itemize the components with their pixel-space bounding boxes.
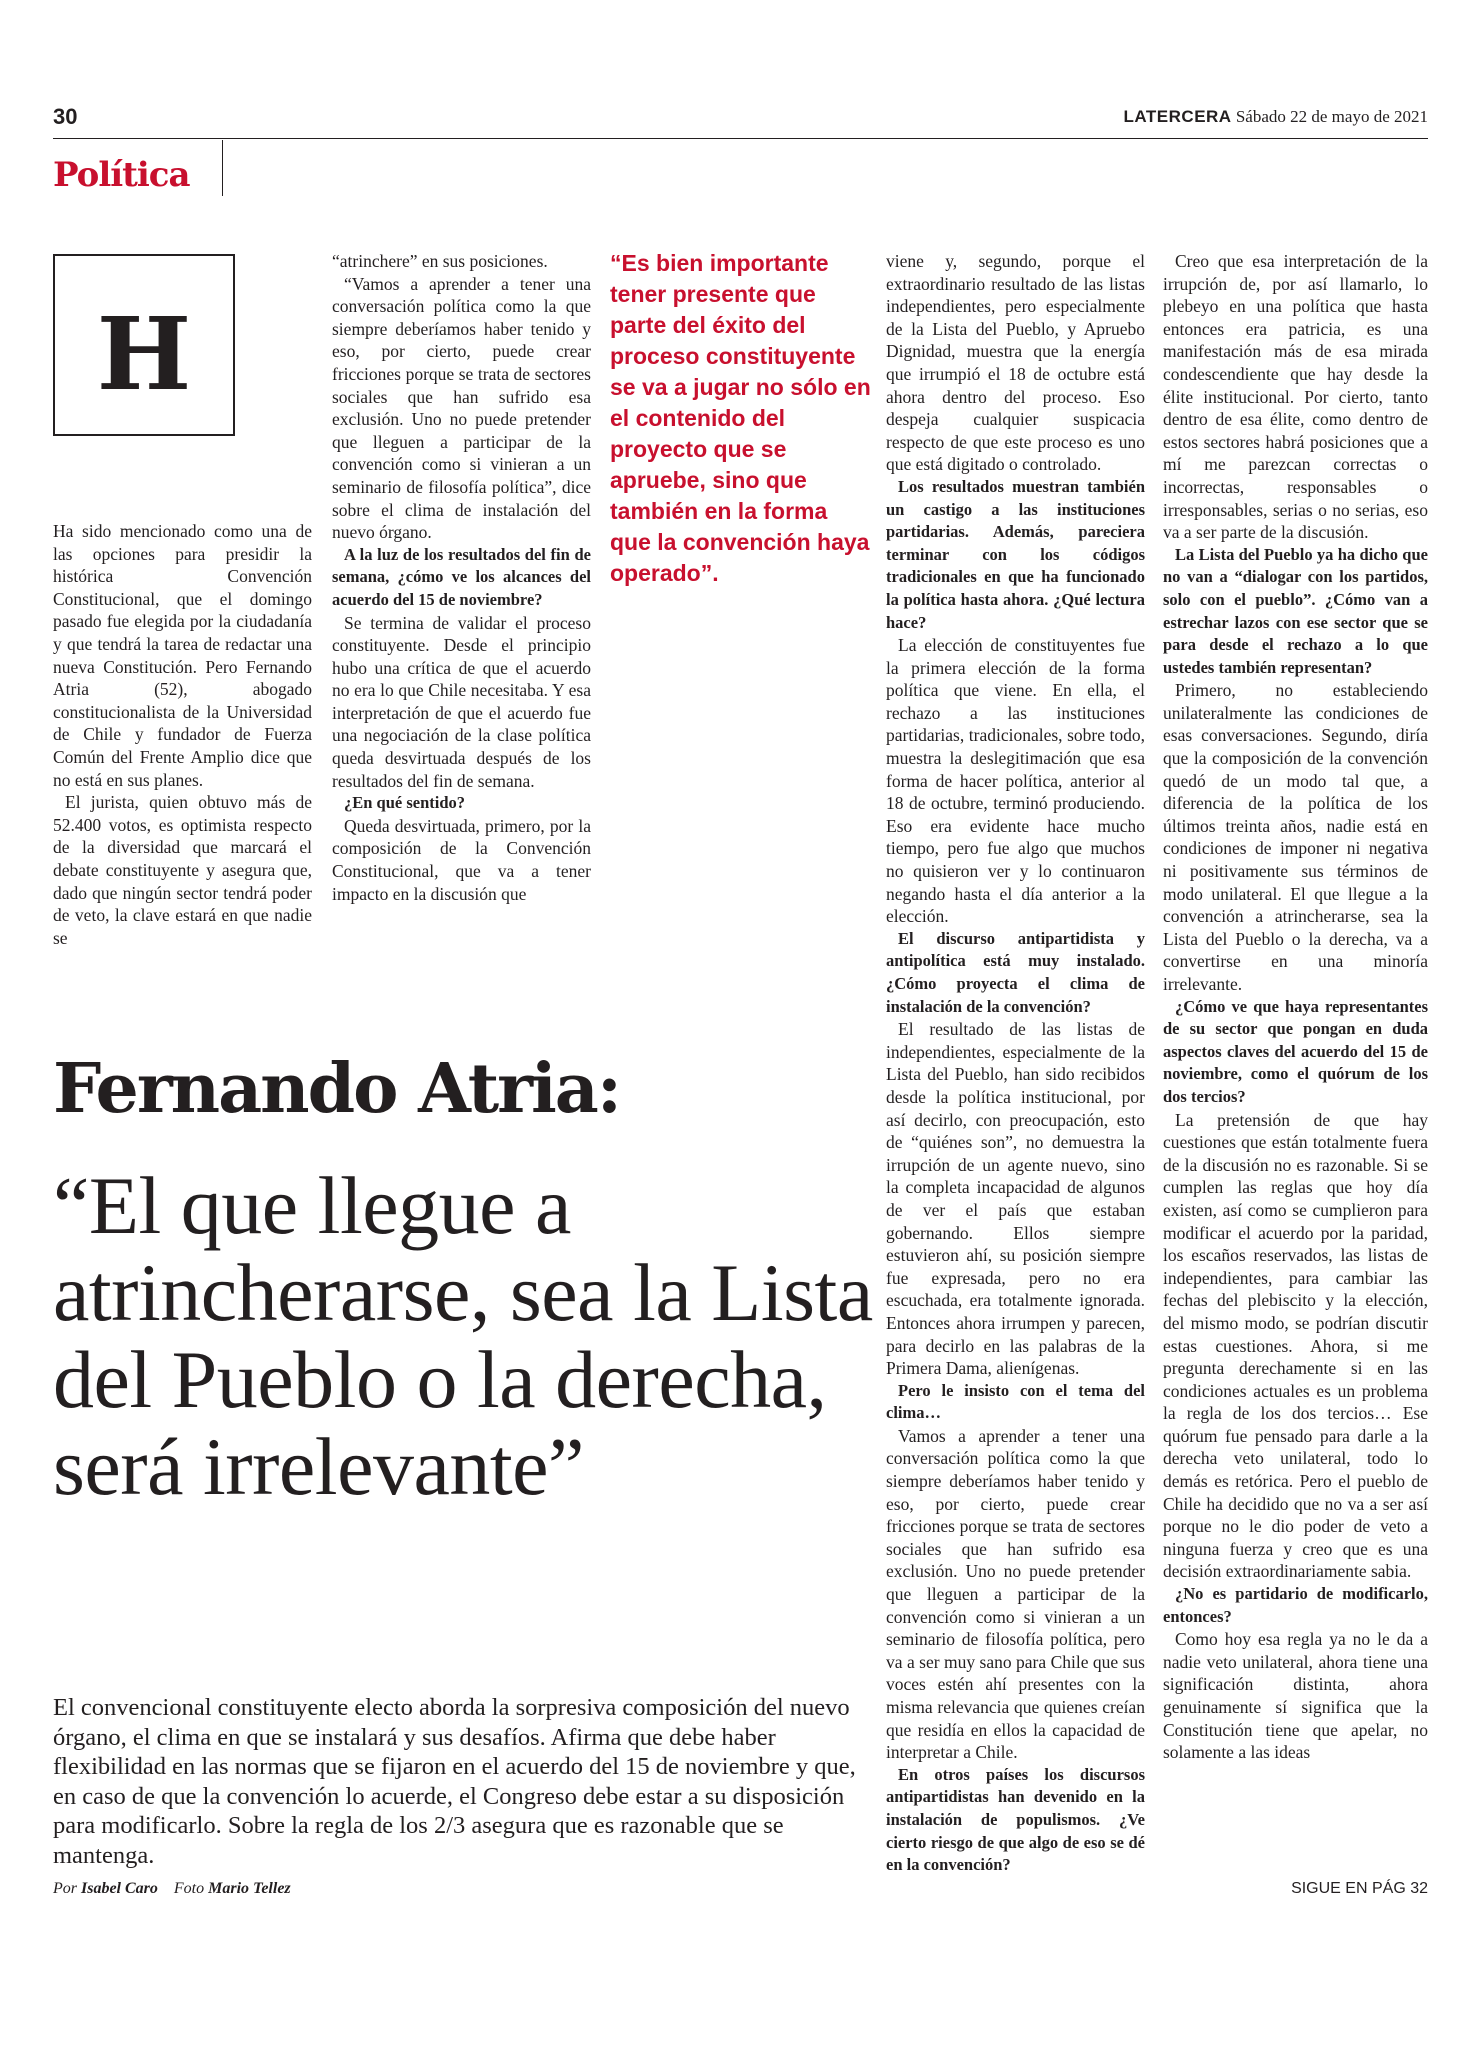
article-column-4 xyxy=(1163,250,1428,1764)
interview-question: En otros países los discursos antipartidistas han devenido en la instalación de populismos. ¿Ve cierto riesgo de que algo de eso se dé en la convención? xyxy=(886,1764,1145,1875)
article-paragraph: La pretensión de que hay cuestiones que están totalmente fuera de la discusión no es razonable. Si se cumplen las reglas que hoy día existen, así como se cumplieron para modificar el acuerdo por la paridad, los escaños reservados, las listas de independientes, para cambiar las fechas del plebiscito y la elección, del mismo modo, se podrían discutir estas cuestiones. Ahora, si me pregunta derechamente si en las condiciones actuales es un problema la regla de los dos tercios… Ese quórum fue pensado para darle a la derecha veto unilateral, todo lo demás es retórica. Pero el pueblo de Chile ha decidido que no va a ser así porque no le dio poder de veto a ninguna fuerza y creo que es una decisión extraordinariamente sabia. xyxy=(1163,1109,1428,1582)
interview-question: El discurso antipartidista y antipolítica está muy instalado. ¿Cómo proyecta el clima de instalación de la convención? xyxy=(886,928,1145,1016)
byline-photographer: Mario Tellez xyxy=(208,1880,291,1897)
article-paragraph: Creo que esa interpretación de la irrupción de, por así llamarlo, lo plebeyo en una política que hasta entonces era patricia, es una manifestación más de esa mirada condescendiente que hay desde la élite institucional. Por cierto, tanto dentro de esa élite, como dentro de estos sectores habrá posiciones que a mí me parezcan correctas o incorrectas, responsables o irresponsables, serias o no serias, eso va a ser parte de la discusión. xyxy=(1163,251,1428,543)
interview-question: ¿En qué sentido? xyxy=(344,793,466,813)
interview-question: La Lista del Pueblo ya ha dicho que no van a “dialogar con los partidos, solo con el pueblo”. ¿Cómo van a estrechar lazos con ese sector que se para desde el rechazo a lo que ustedes también representan? xyxy=(1163,544,1428,677)
byline-por-label: Por xyxy=(53,1880,77,1897)
article-column-2 xyxy=(332,250,591,905)
dropcap-letter: H xyxy=(96,295,192,413)
headline-quote: “El que llegue a atrincherarse, sea la Lista del Pueblo o la derecha, será irrelevante” xyxy=(53,1160,873,1512)
headline-name: Fernando Atria: xyxy=(53,1049,620,1129)
article-paragraph: El resultado de las listas de independientes, especialmente de la Lista del Pueblo, han sido recibidos desde la política institucional, por así decirlo, con preocupación, esto de “quiénes son”, no demuestra la irrupción de un agente nuevo, sino la completa incapacidad de algunos de ver el país que estaban gobernando. Ellos siempre estuvieron ahí, su posición siempre fue expresada, pero no era escuchada, era totalmente ignorada. Entonces ahora irrumpen y parecen, para decirlo en las palabras de la Primera Dama, alienígenas. xyxy=(886,1019,1145,1379)
article-paragraph: Ha sido mencionado como una de las opciones para presidir la histórica Convención Constitucional, que el domingo pasado fue elegida por la ciudadanía y que tendrá la tarea de redactar una nueva Constitución. Pero Fernando Atria (52), abogado constitucionalista de la Universidad de Chile y fundador de Fuerza Común del Frente Amplio dice que no está en sus planes. xyxy=(53,521,312,790)
article-paragraph: viene y, segundo, porque el extraordinario resultado de las listas independientes, pero especialmente de la Lista del Pueblo, y Apruebo Dignidad, muestra que la energía que irrumpió el 18 de octubre está ahora dentro del proceso. Eso despeja cualquier suspicacia respecto de que este proceso es uno que está digitado o controlado. xyxy=(886,251,1145,475)
interview-question: Pero le insisto con el tema del clima… xyxy=(886,1380,1145,1423)
pull-quote: “Es bien importante tener presente que parte del éxito del proceso constituyente se va a jugar no sólo en el contenido del proyecto que se apruebe, sino que también en la forma que la convención haya operado”. xyxy=(610,250,871,586)
byline-foto-label: Foto xyxy=(173,1880,205,1897)
section-divider xyxy=(222,140,223,196)
issue-date: Sábado 22 de mayo de 2021 xyxy=(1235,107,1428,126)
article-paragraph: “Vamos a aprender a tener una conversación política como la que siempre deberíamos haber tenido y eso, por cierto, puede crear fricciones porque se trata de sectores sociales que han sufrido esa exclusión. Uno no puede pretender que lleguen a participar de la convención como si vinieran a un seminario de filosofía política”, dice sobre el clima de instalación del nuevo órgano. xyxy=(332,273,591,543)
article-column-3 xyxy=(886,250,1145,1877)
interview-question: A la luz de los resultados del fin de semana, ¿cómo ve los alcances del acuerdo del 15 de noviembre? xyxy=(332,544,591,609)
article-paragraph: Se termina de validar el proceso constituyente. Desde el principio hubo una crítica de que el acuerdo no era lo que Chile necesitaba. Y esa interpretación de que el acuerdo fue una negociación de la clase política queda desvirtuada después de los resultados del fin de semana. xyxy=(332,612,591,791)
header-rule xyxy=(53,138,1428,139)
byline xyxy=(53,1880,291,1898)
article-paragraph: Como hoy esa regla ya no le da a nadie veto unilateral, ahora tiene una significación distinta, ahora genuinamente sí significa que la Constitución tiene que apelar, no solamente a las ideas xyxy=(1163,1629,1428,1763)
article-paragraph: Queda desvirtuada, primero, por la composición de la Convención Constitucional, que va a tener impacto en la discusión que xyxy=(332,815,591,904)
interview-question: ¿Cómo ve que haya representantes de su sector que pongan en duda aspectos claves del acuerdo del 15 de noviembre, como el quórum de los dos tercios? xyxy=(1163,996,1428,1106)
article-paragraph: La elección de constituyentes fue la primera elección de la forma política que viene. En ella, el rechazo a las instituciones partidarias, tradicionales, sobre todo, muestra la deslegitimación que esa forma de hacer política, anterior al 18 de octubre, terminó produciendo. Eso era evidente hace mucho tiempo, pero fue algo que muchos no quisieron ver y lo continuaron negando hasta el día anterior a la elección. xyxy=(886,635,1145,927)
interview-question: Los resultados muestran también un castigo a las instituciones partidarias. Además, pareciera terminar con los códigos tradicionales en que ha funcionado la política hasta ahora. ¿Qué lectura hace? xyxy=(886,476,1145,632)
article-paragraph: “atrinchere” en sus posiciones. xyxy=(332,251,548,271)
article-paragraph: El jurista, quien obtuvo más de 52.400 votos, es optimista respecto de la diversidad que marcará el debate constituyente y asegura que, dado que ningún sector tendrá poder de veto, la clave estará en que nadie se xyxy=(53,792,312,948)
article-paragraph: Vamos a aprender a tener una conversación política como la que siempre deberíamos haber tenido y eso, por cierto, puede crear fricciones porque se trata de sectores sociales que han sufrido esa exclusión. Uno no puede pretender que lleguen a participar de la convención como si vinieran a un seminario de filosofía política, pero va a ser muy sano para Chile que sus voces estén ahí presentes con la misma relevancia que quienes creían que residía en ellos la capacidad de interpretar a Chile. xyxy=(886,1425,1145,1763)
dropcap-box xyxy=(53,254,235,436)
article-column-1 xyxy=(53,520,312,949)
page-number: 30 xyxy=(53,104,78,129)
masthead xyxy=(1124,107,1428,127)
standfirst: El convencional constituyente electo aborda la sorpresiva composición del nuevo órgano, el clima en que se instalará y sus desafíos. Afirma que debe haber flexibilidad en las normas que se fijaron en el acuerdo del 15 de noviembre y que, en caso de que la convención lo acuerde, el Congreso debe estar a su disposición para modificarlo. Sobre la regla de los 2/3 asegura que es razonable que se mantenga. xyxy=(53,1694,856,1869)
section-label: Política xyxy=(53,155,190,195)
brand-name: LATERCERA xyxy=(1123,107,1232,126)
byline-author: Isabel Caro xyxy=(81,1880,158,1897)
article-paragraph: Primero, no estableciendo unilateralmente las condiciones de esas conversaciones. Segundo, diría que la composición de la convención quedó de un modo tal que, a diferencia de la política de los últimos treinta años, nadie está en condiciones de imponer ni negativa ni positivamente sus términos de modo unilateral. El que llegue a la convención a atrincherarse, sea la Lista del Pueblo o la derecha, va a convertirse en una minoría irrelevante. xyxy=(1163,680,1428,994)
interview-question: ¿No es partidario de modificarlo, entonces? xyxy=(1163,1584,1428,1626)
continue-note: SIGUE EN PÁG 32 xyxy=(1291,1880,1428,1897)
